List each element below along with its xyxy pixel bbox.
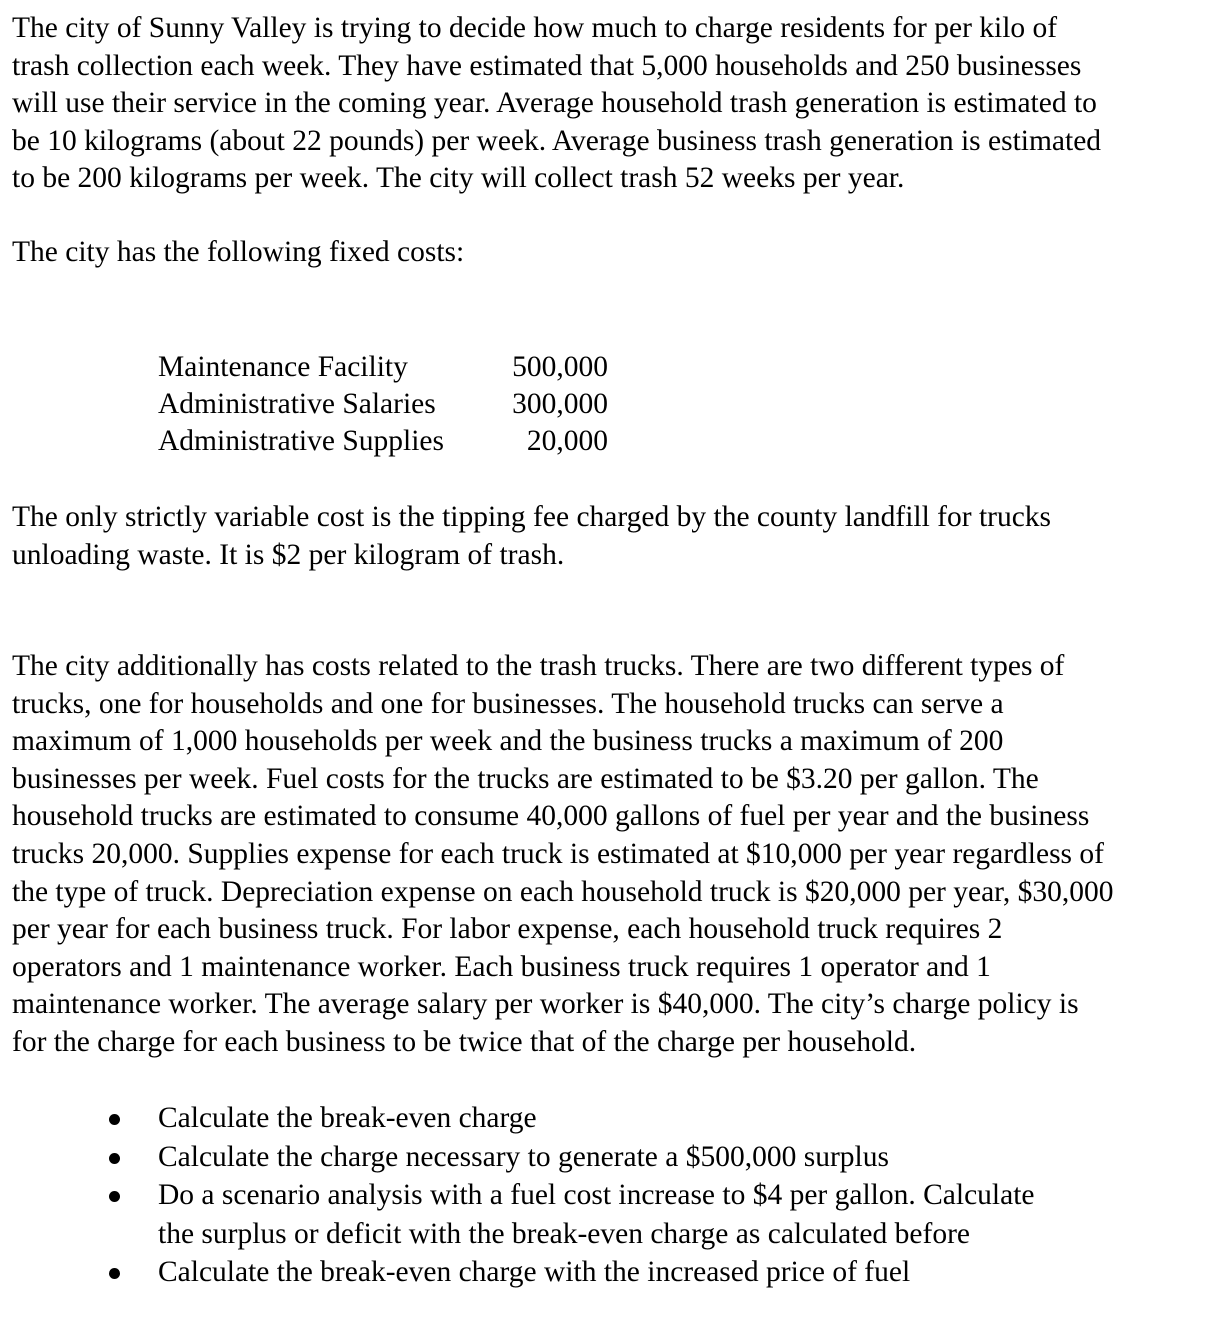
variable-line: unloading waste. It is $2 per kilogram of trash.: [12, 538, 565, 571]
trucks-line: household trucks are estimated to consume 40,000 gallons of fuel per year and the business: [12, 800, 1090, 833]
task-line: Calculate the break-even charge with the increased price of fuel: [158, 1256, 911, 1288]
task-list: [0, 1099, 1035, 1292]
intro-line: will use their service in the coming year. Average household trash generation is estimated to: [12, 87, 1097, 120]
trucks-paragraph: [12, 648, 1227, 1062]
intro-line: be 10 kilograms (about 22 pounds) per week. Average business trash generation is estimated: [12, 124, 1102, 157]
cost-label: Maintenance Facility: [158, 351, 408, 383]
task-line: Calculate the break-even charge: [158, 1102, 537, 1134]
bullet-icon: [109, 1114, 120, 1125]
cost-label: Administrative Supplies: [158, 425, 444, 457]
cost-row: [158, 423, 618, 460]
trucks-line: the type of truck. Depreciation expense on each household truck is $20,000 per year, $30,000: [12, 875, 1114, 908]
task-line: the surplus or deficit with the break-even charge as calculated before: [158, 1217, 970, 1250]
cost-row: [158, 386, 618, 423]
task-item: [0, 1176, 1035, 1253]
trucks-line: for the charge for each business to be twice that of the charge per household.: [12, 1025, 917, 1058]
cost-label: Administrative Salaries: [158, 388, 436, 420]
trucks-line: trucks, one for households and one for businesses. The household trucks can serve a: [12, 687, 1004, 720]
fixed-costs-heading-text: The city has the following fixed costs:: [12, 236, 465, 268]
cost-value: 500,000: [512, 351, 608, 383]
intro-line: to be 200 kilograms per week. The city will collect trash 52 weeks per year.: [12, 162, 905, 195]
task-item: [0, 1099, 1035, 1138]
fixed-costs-table: [158, 349, 618, 460]
trucks-line: trucks 20,000. Supplies expense for each truck is estimated at $10,000 per year regardless of: [12, 837, 1104, 870]
intro-paragraph: [12, 10, 1227, 198]
intro-line: trash collection each week. They have estimated that 5,000 households and 250 businesses: [12, 49, 1082, 82]
trucks-line: businesses per week. Fuel costs for the trucks are estimated to be $3.20 per gallon. The: [12, 762, 1039, 795]
cost-value: 300,000: [512, 388, 608, 420]
cost-row: [158, 349, 618, 386]
trucks-line: operators and 1 maintenance worker. Each business truck requires 1 operator and 1: [12, 950, 991, 983]
task-item: [0, 1253, 1035, 1292]
task-line: Do a scenario analysis with a fuel cost increase to $4 per gallon. Calculate: [158, 1179, 1035, 1211]
task-line: Calculate the charge necessary to generate a $500,000 surplus: [158, 1140, 889, 1173]
bullet-icon: [109, 1153, 120, 1164]
variable-cost-paragraph: [12, 499, 1227, 574]
task-item: [0, 1138, 1035, 1177]
trucks-line: maximum of 1,000 households per week and the business trucks a maximum of 200: [12, 725, 1004, 758]
bullet-icon: [109, 1268, 120, 1279]
trucks-line: per year for each business truck. For labor expense, each household truck requires 2: [12, 913, 1003, 946]
trucks-line: The city additionally has costs related to the trash trucks. There are two different types of: [12, 650, 1065, 682]
fixed-costs-heading: [12, 234, 1227, 272]
bullet-icon: [109, 1191, 120, 1202]
trucks-line: maintenance worker. The average salary per worker is $40,000. The city’s charge policy is: [12, 988, 1079, 1021]
intro-line: The city of Sunny Valley is trying to decide how much to charge residents for per kilo of: [12, 12, 1058, 44]
variable-line: The only strictly variable cost is the tipping fee charged by the county landfill for trucks: [12, 501, 1052, 533]
cost-value: 20,000: [526, 425, 608, 457]
